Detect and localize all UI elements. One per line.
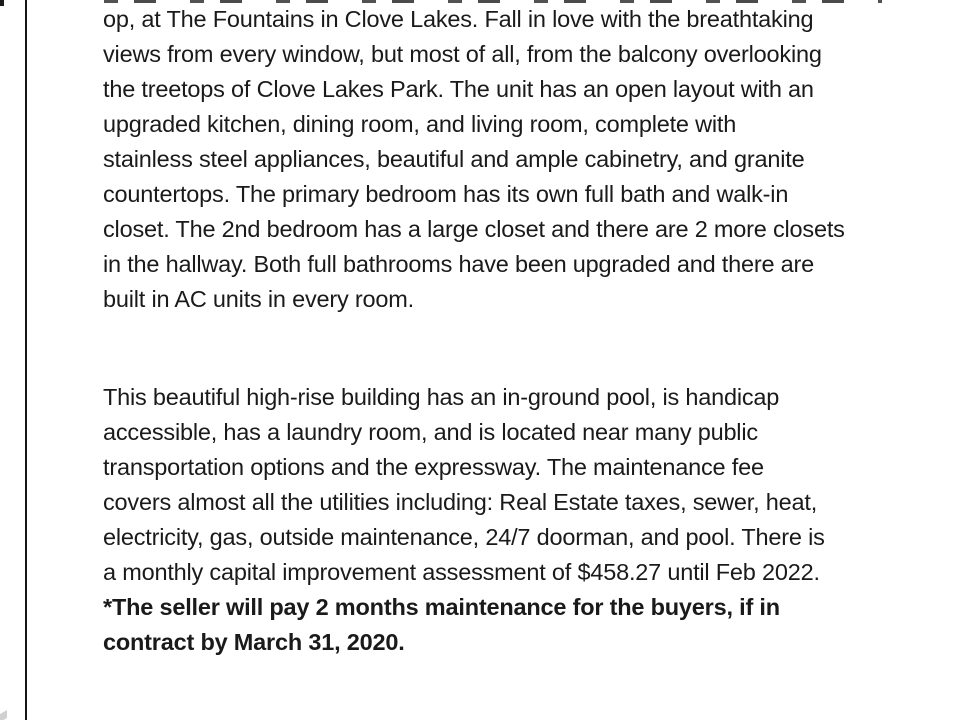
- paragraph-unit-description: [103, 2, 903, 317]
- text-line: transportation options and the expressway. The maintenance fee: [103, 454, 764, 480]
- text-line: in the hallway. Both full bathrooms have been upgraded and there are: [103, 251, 815, 277]
- text-line: electricity, gas, outside maintenance, 24/7 doorman, and pool. There is: [103, 524, 825, 550]
- bottom-left-scan-artifact: [0, 710, 7, 720]
- text-line: contract by March 31, 2020.: [103, 629, 405, 655]
- text-line: built in AC units in every room.: [103, 286, 414, 312]
- text-line: closet. The 2nd bedroom has a large closet and there are 2 more closets: [103, 216, 845, 242]
- text-line: stainless steel appliances, beautiful and ample cabinetry, and granite: [103, 146, 805, 172]
- listing-description-text: [103, 2, 903, 660]
- left-border-line: [25, 0, 27, 720]
- text-line: *The seller will pay 2 months maintenance for the buyers, if in: [103, 594, 780, 620]
- text-line: op, at The Fountains in Clove Lakes. Fall in love with the breathtaking: [103, 6, 814, 32]
- text-line: views from every window, but most of all, from the balcony overlooking: [103, 41, 822, 67]
- paragraph-seller-offer-bold: [103, 590, 903, 660]
- text-line: upgraded kitchen, dining room, and living room, complete with: [103, 111, 737, 137]
- text-line: a monthly capital improvement assessment of $458.27 until Feb 2022.: [103, 559, 820, 585]
- text-line: This beautiful high-rise building has an in-ground pool, is handicap: [103, 384, 780, 410]
- text-line: covers almost all the utilities including: Real Estate taxes, sewer, heat,: [103, 489, 818, 515]
- text-line: accessible, has a laundry room, and is located near many public: [103, 419, 758, 445]
- paragraph-building-description: [103, 380, 903, 590]
- top-left-scan-artifact: [0, 0, 4, 6]
- text-line: the treetops of Clove Lakes Park. The unit has an open layout with an: [103, 76, 814, 102]
- text-line: countertops. The primary bedroom has its own full bath and walk-in: [103, 181, 789, 207]
